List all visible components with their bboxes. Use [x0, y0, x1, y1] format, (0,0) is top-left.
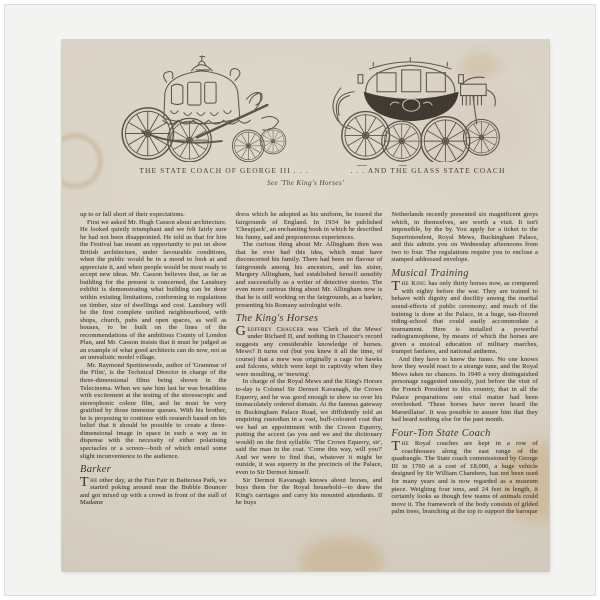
section-heading: The King's Horses — [235, 313, 319, 325]
text-column-1 — [80, 211, 227, 571]
paragraph: up to or fall short of their expectations. — [80, 211, 185, 218]
paragraph: Mr. Raymond Spottiswoode, author of 'Grammar of the Film', is the Technical Director in charge of the three-dimensional films being shown in the Telecinema. When we saw him last he was breathless with excitement at the testing of the stereoscopic and stereophonic colour film, and he must be very gratified by those immense queues. With his brother, he is proposing to continue with research based on his belief that it should be possible to create a three-dimensional image in space in such a way as to dispense with the necessity of either polarising spectacles or a screen—both of which entail some slight inconvenience to the audience. — [80, 361, 227, 460]
paragraph: Netherlands recently presented six magnificent greys which, in themselves, are worth a visit. It isn't impossible, by the by. You apply for a ticket to the Superintendent, Royal Mews, Buckingham Palace, and this admits you on Wednesday afternoons from two to four. The regulations require you to enclose a stamped addressed envelope. — [391, 211, 538, 264]
paragraph: Sir Dermot Kavanagh knows about horses, and buys them for the Royal household—to draw the King's carriages and carry his mounted attendants. If he buys — [235, 476, 383, 507]
scan-background — [4, 4, 596, 596]
text-column-3 — [391, 211, 538, 571]
drop-cap: T — [391, 278, 400, 294]
gold-state-coach-illustration — [96, 50, 302, 162]
paragraph: dress which he adopted as his uniform, he toured the fairgrounds of England. In 1934 he published 'Cheapjack', an enchanting book in which he described his funny, sad and preposterous experiences. — [235, 211, 383, 241]
section-heading: Four-Ton State Coach — [391, 427, 491, 439]
glass-state-coach-engraving — [312, 50, 518, 162]
section-heading: Musical Training — [391, 267, 469, 279]
drop-cap: G — [235, 324, 246, 340]
small-caps-lead: he — [401, 440, 409, 448]
section-heading: Barker — [80, 464, 111, 476]
section-opening-paragraph: Geoffrey Chaucer was 'Clerk of the Mews' under Richard II, and nothing in Chaucer's record suggests any considerable knowledge of horses. Mews? It turns out (but you knew it all the time, of course) that a mew was originally a cage for hawks and falcons, which were kept in captivity when they were moulting, or 'mewing'. — [235, 324, 383, 378]
gold-state-coach-engraving — [96, 50, 302, 162]
magazine-page — [62, 40, 549, 571]
see-note: See 'The King's Horses' — [266, 179, 345, 187]
small-caps-lead: eoffrey Chaucer — [247, 325, 304, 333]
section-opening-paragraph: The other day, at the Fun Fair in Battersea Park, we started poking around near the Bubble Bouncer and got mixed up with a crowd in front of the stall of Madame — [80, 475, 227, 507]
small-caps-lead: he — [90, 476, 98, 484]
small-caps-lead: he King — [401, 280, 427, 288]
drop-cap: T — [80, 475, 89, 491]
paragraph: And they have to know the tunes. No one knows how they would react to a strange tune, and the Royal Mews takes no chances. In 1949 a very distinguished personage suggested uneasily, just before the visit of the French President to this country, that in all the Palace preparations one vital matter had been overlooked. 'These horses have never heard the Marseillaise'. It was possible to assure him that they had heard nothing else for the past month. — [391, 355, 538, 424]
paragraph: In charge of the Royal Mews and the King's Horses to-day is Colonel Sir Dermot Kavanagh, the Crown Equerry, and he was good enough to show us over his immaculately ordered domain. At the famous gateway in Buckingham Palace Road, we diffidently told an enquiring custodian in a vast, buff-coloured coat that we had an appointment with the Crown Equerry, putting the accent (as you and we and the dictionary would) on the first syllable. 'The Crown Equerry, sir', said the man in the coat. 'Come this way, will you?' And we were to find that, whatever it might be outside, it was equerry in the precincts of the Palace, even to Sir Dermot himself. — [235, 378, 383, 476]
section-opening-paragraph: The King has only thirty horses now, as compared with eighty before the war. They are trained to behave with dignity and docility among the martial sound-effects of public ceremony; and much of the training is done at the Palace, in a huge, tan-floored riding-school that could easily accommodate a tournament. Here is installed a powerful radiogramophone, by means of which the horses are given a musical education of military marches, trumpet fanfares, and national anthems. — [391, 278, 538, 356]
left-caption: THE STATE COACH OF GEORGE III . . . — [139, 166, 309, 175]
right-caption: . . . AND THE GLASS STATE COACH — [350, 166, 506, 175]
text-column-2 — [236, 211, 383, 571]
paragraph: The curious thing about Mr. Allingham then was that he ever had this idea, which must have disconcerted his family. There had been no flavour of fairgrounds among his ancestors, and his sister, Margery Allingham, had established herself sensibly and successfully as a writer of detective stories. The even more curious thing about Mr. Allingham now is that he is still working on the fairgrounds, as a barker, presenting his Romany astrologist wife. — [235, 241, 383, 309]
drop-cap: T — [391, 438, 400, 454]
glass-state-coach-illustration — [312, 50, 518, 162]
paragraph: First we asked Mr. Hugh Casson about architecture. He looked quietly triumphant and we felt fairly sure he had not been disappointed. He told us that for him the Festival has meant an opportunity to put on show British architecture, under favourable conditions, when the public would be in a mood to look at and appreciate it, and when people would be most ready to accept new ideas. Mr. Casson believes that, as far as building for the present is concerned, the Lansbury exhibit is demonstrating what building can be done within existing limitations, conforming to regulations on timber, size of dwellings and cost. Lansbury will be the first complete unified neighbourhood, with shops, church, pubs and open spaces, as well as houses, to be built on the lines of the recommendations of the ambitious County of London Plan, and Mr. Casson insists that it must be judged as an example of what good architects can do now, not as an unrealistic model village. — [80, 218, 227, 362]
section-opening-paragraph: The Royal coaches are kept in a row of coachhouses along the east range of the quadrangle. The State coach commissioned by George III in 1760 at a cost of £8,000, a huge vehicle designed by Sir William Chambers, has not been used for many years and is now regarded as a museum piece. Weighing four tons, and 24 feet in length, it certainly looks as though few teams of animals could move it. The framework of the body consists of gilded palm trees, branching at the top to support the baroque — [391, 438, 538, 516]
article-columns — [80, 211, 538, 571]
